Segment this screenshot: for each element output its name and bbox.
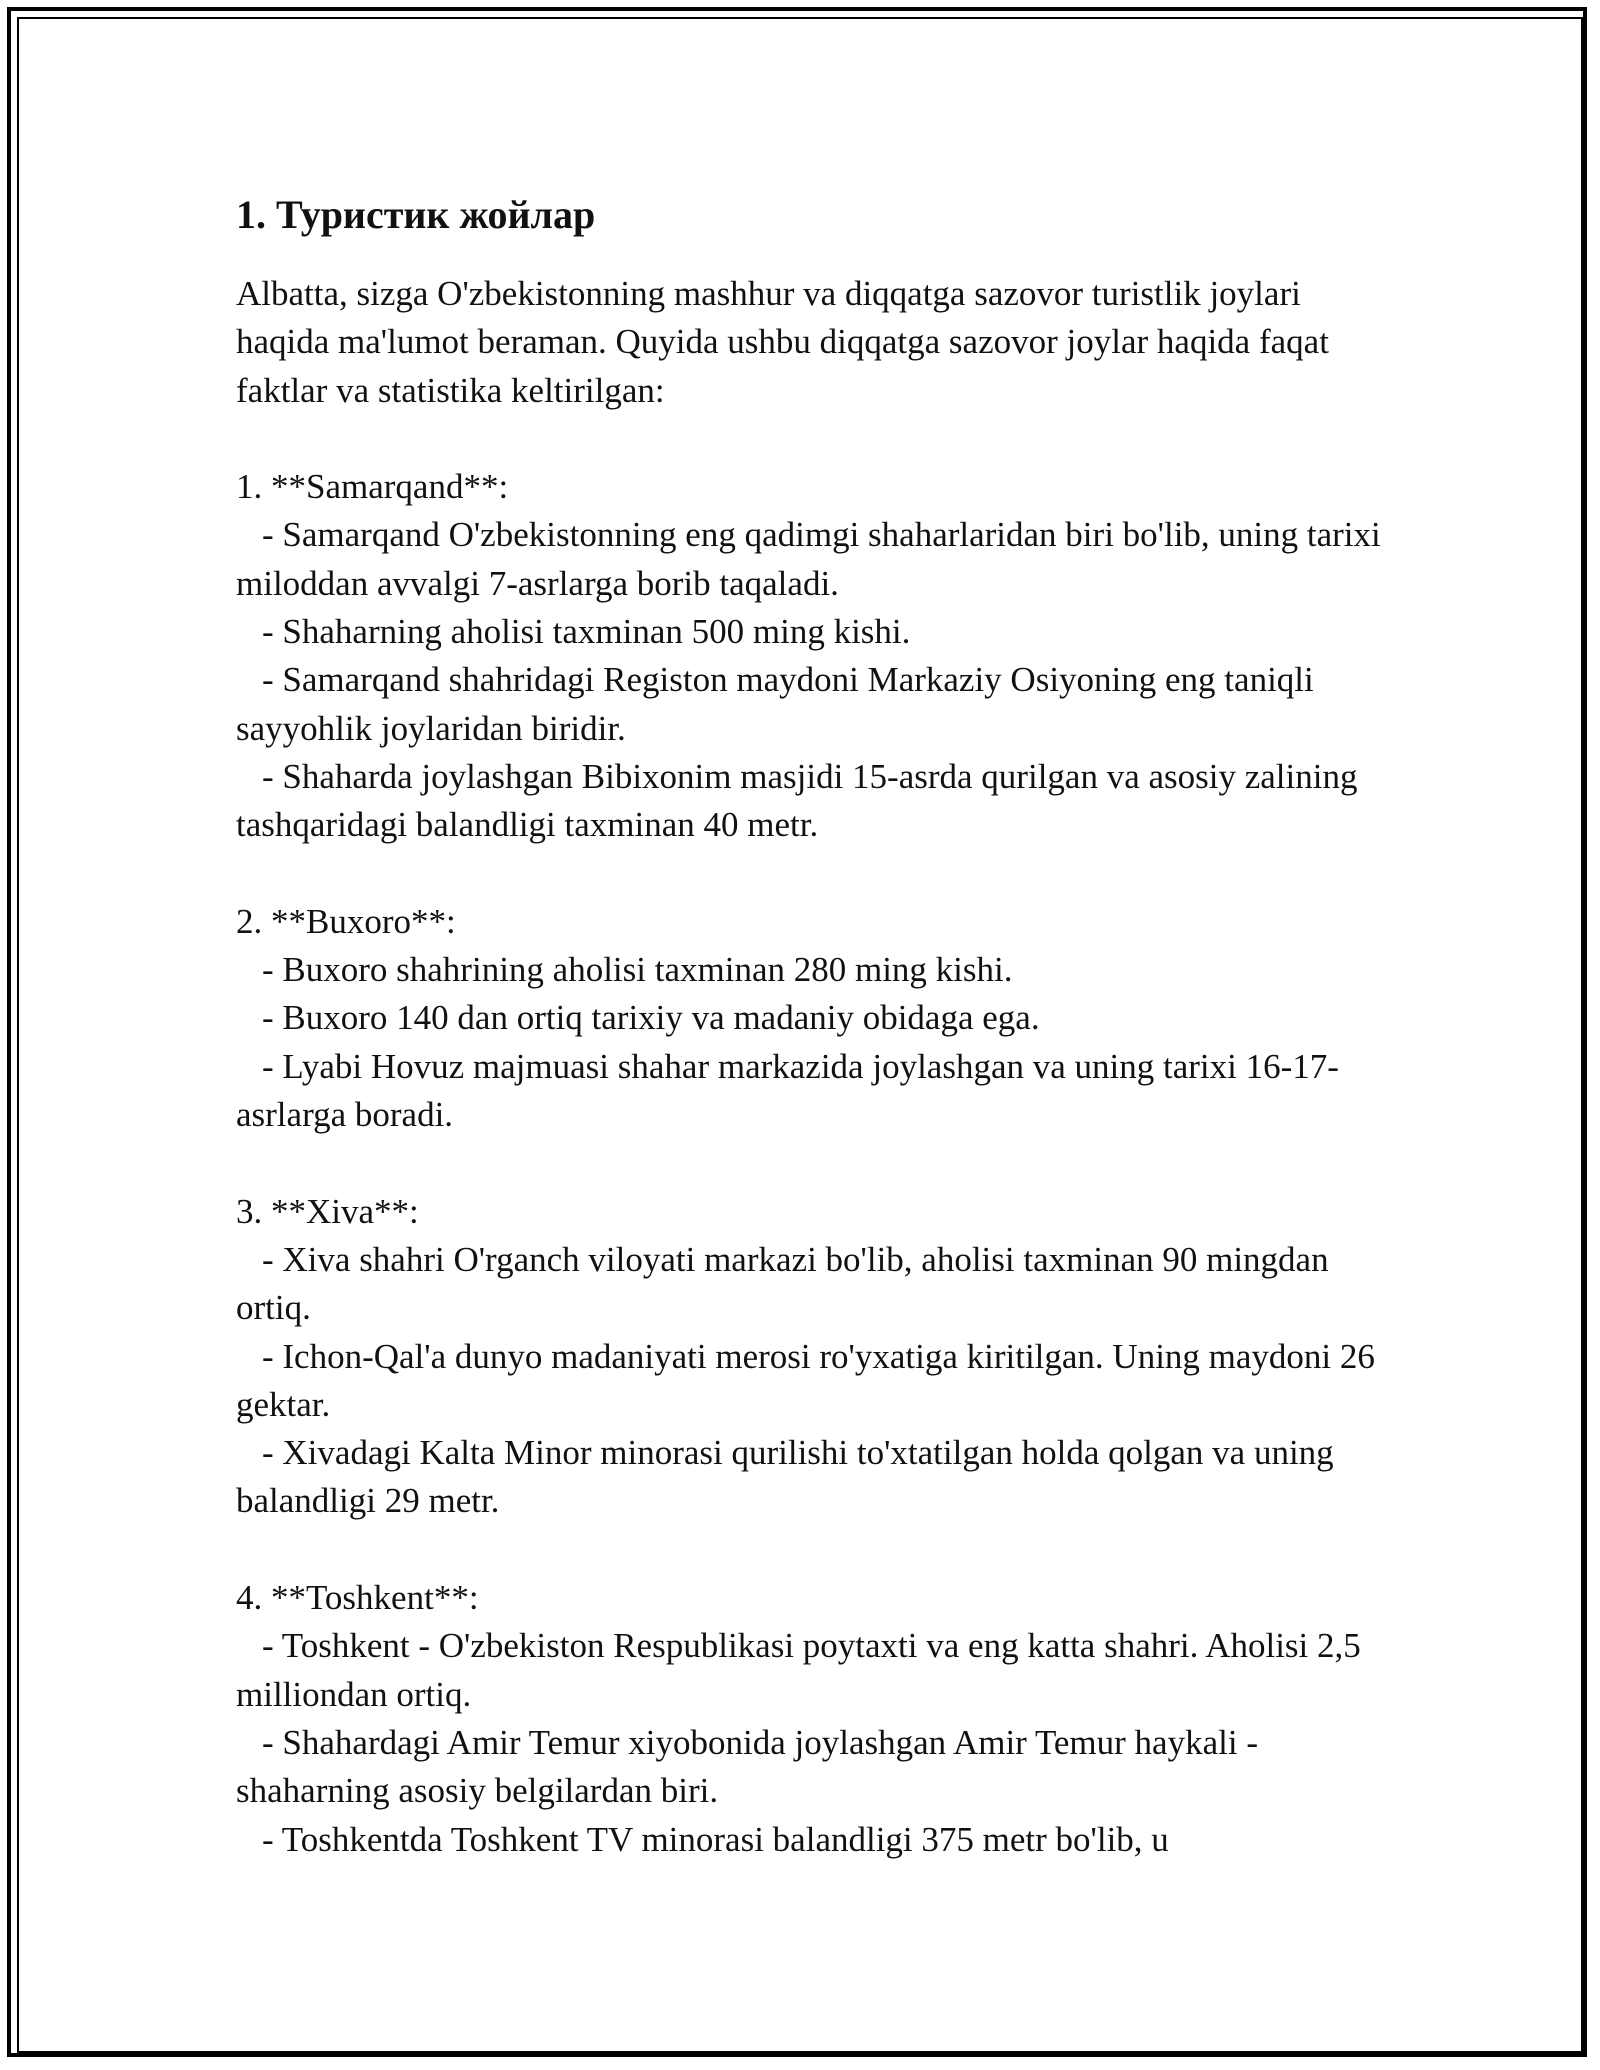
list-item: - Shaharda joylashgan Bibixonim masjidi 15-asrda qurilgan va asosiy zalining tashqaridagi balandligi taxminan 40 metr. xyxy=(236,756,1358,845)
list-item: - Xivadagi Kalta Minor minorasi qurilishi to'xtatilgan holda qolgan va uning balandligi 29 metr. xyxy=(236,1433,1334,1521)
list-item: - Toshkent - O'zbekiston Respublikasi poytaxti va eng katta shahri. Aholisi 2,5 milliondan ortiq. xyxy=(236,1626,1361,1714)
list-item: - Samarqand O'zbekistonning eng qadimgi shaharlaridan biri bo'lib, uning tarixi miloddan avvalgi 7-asrlarga borib taqaladi. xyxy=(236,515,1381,603)
section-title: 3. **Xiva**: xyxy=(236,1191,419,1231)
section-samarqand xyxy=(236,463,1386,849)
list-item: - Buxoro 140 dan ortiq tarixiy va madaniy obidaga ega. xyxy=(262,998,1040,1038)
list-item: - Toshkentda Toshkent TV minorasi balandligi 375 metr bo'lib, u xyxy=(262,1819,1169,1859)
list-item: - Xiva shahri O'rganch viloyati markazi bo'lib, aholisi taxminan 90 mingdan ortiq. xyxy=(236,1239,1329,1328)
list-item: - Samarqand shahridagi Registon maydoni Markaziy Osiyoning eng taniqli sayyohlik joylaridan biridir. xyxy=(236,660,1314,748)
document-body xyxy=(236,187,1386,1864)
section-title: 2. **Buxoro**: xyxy=(236,901,456,941)
list-item: - Shaharning aholisi taxminan 500 ming kishi. xyxy=(262,612,911,652)
section-xiva xyxy=(236,1188,1386,1526)
section-title: 1. **Samarqand**: xyxy=(236,467,509,507)
list-item: - Shahardagi Amir Temur xiyobonida joylashgan Amir Temur haykali - shaharning asosiy belgilardan biri. xyxy=(236,1722,1258,1811)
list-item: - Ichon-Qal'a dunyo madaniyati merosi ro'yxatiga kiritilgan. Uning maydoni 26 gektar. xyxy=(236,1336,1375,1424)
list-item: - Buxoro shahrining aholisi taxminan 280 ming kishi. xyxy=(262,950,1013,990)
page-title: 1. Туристик жойлар xyxy=(236,192,596,237)
list-item: - Lyabi Hovuz majmuasi shahar markazida joylashgan va uning tarixi 16-17-asrlarga boradi. xyxy=(236,1046,1339,1135)
section-toshkent xyxy=(236,1574,1386,1864)
section-buxoro xyxy=(236,898,1386,1139)
section-title: 4. **Toshkent**: xyxy=(236,1578,479,1618)
intro-paragraph: Albatta, sizga O'zbekistonning mashhur va diqqatga sazovor turistlik joylari haqida ma'lumot beraman. Quyida ushbu diqqatga sazovor joylar haqida faqat faktlar va statistika keltirilgan: xyxy=(236,274,1329,410)
